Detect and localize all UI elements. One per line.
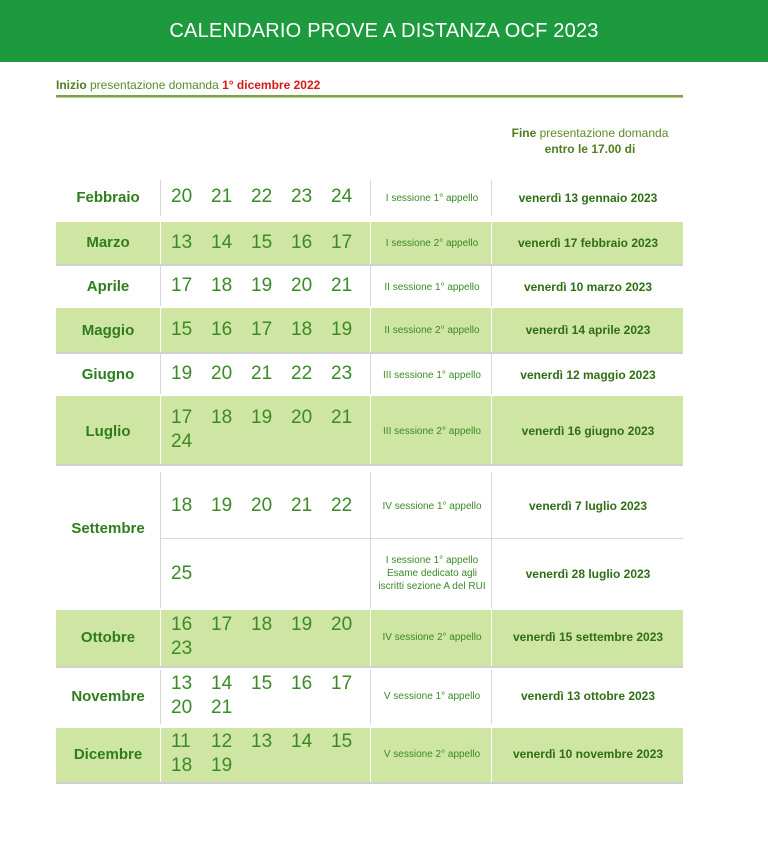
subrow-divider <box>160 538 683 539</box>
month-label: Marzo <box>86 234 130 251</box>
month-label: Febbraio <box>76 189 140 206</box>
day: 24 <box>331 186 353 207</box>
column-divider <box>370 266 371 306</box>
column-divider <box>491 354 492 394</box>
day: 23 <box>291 186 313 207</box>
session-label: III sessione 1° appello <box>383 370 481 381</box>
column-divider <box>491 222 492 264</box>
column-divider <box>160 308 161 352</box>
day: 13 <box>251 731 273 752</box>
session-label: I sessione 1° appello <box>385 193 479 204</box>
day: 21 <box>291 495 313 516</box>
day: 20 <box>331 614 353 635</box>
day: 14 <box>291 731 313 752</box>
day: 17 <box>331 232 353 253</box>
day: 21 <box>211 186 233 207</box>
day: 18 <box>211 407 233 428</box>
exam-days <box>171 362 371 386</box>
session-label: IV sessione 1° appello <box>382 501 482 512</box>
table-row <box>56 308 683 352</box>
session-label: V sessione 2° appello <box>383 749 481 760</box>
session-label: V sessione 1° appello <box>383 691 481 702</box>
exam-days <box>171 613 371 661</box>
exam-days <box>171 274 371 298</box>
day: 19 <box>291 614 313 635</box>
day: 18 <box>171 495 193 516</box>
table-row <box>56 354 683 394</box>
day: 18 <box>291 319 313 340</box>
inizio-label: Inizio <box>56 78 87 92</box>
day: 19 <box>211 755 233 776</box>
day: 21 <box>251 363 273 384</box>
table-row <box>56 180 683 216</box>
row-shadow <box>56 464 683 466</box>
column-divider <box>160 266 161 306</box>
day: 18 <box>171 755 193 776</box>
day: 16 <box>211 319 233 340</box>
day: 18 <box>211 275 233 296</box>
divider-shadow <box>56 97 683 98</box>
fine-label: Fine <box>511 126 537 140</box>
deadline-date: venerdì 12 maggio 2023 <box>520 368 656 382</box>
day: 22 <box>331 495 353 516</box>
day: 25 <box>171 563 193 584</box>
deadline-date: venerdì 13 ottobre 2023 <box>520 689 656 703</box>
inizio-line <box>56 78 320 92</box>
inizio-text: presentazione domanda <box>86 78 223 92</box>
fine-line2: entro le 17.00 di <box>544 142 636 156</box>
column-divider <box>491 610 492 666</box>
session-line: Esame dedicato agli <box>386 568 478 579</box>
exam-days <box>171 730 371 778</box>
day: 17 <box>251 319 273 340</box>
day: 13 <box>171 673 193 694</box>
column-divider <box>491 728 492 782</box>
day: 22 <box>291 363 313 384</box>
day: 15 <box>251 232 273 253</box>
session-line: iscritti sezione A del RUI <box>378 581 486 592</box>
session-line: I sessione 1° appello <box>385 555 479 566</box>
day: 23 <box>331 363 353 384</box>
column-divider <box>370 180 371 216</box>
column-divider <box>160 670 161 724</box>
day: 21 <box>211 697 233 718</box>
day: 17 <box>331 673 353 694</box>
column-divider <box>491 472 492 608</box>
column-divider <box>370 670 371 724</box>
table-row <box>56 670 683 724</box>
column-divider <box>370 472 371 608</box>
deadline-date: venerdì 14 aprile 2023 <box>525 323 651 337</box>
column-divider <box>160 728 161 782</box>
day: 21 <box>331 407 353 428</box>
table-row <box>56 396 683 464</box>
day: 15 <box>171 319 193 340</box>
column-divider <box>160 180 161 216</box>
deadline-date: venerdì 15 settembre 2023 <box>512 630 664 644</box>
day: 19 <box>171 363 193 384</box>
column-divider <box>370 610 371 666</box>
day: 20 <box>171 697 193 718</box>
day: 14 <box>211 673 233 694</box>
session-label: IV sessione 2° appello <box>382 632 482 643</box>
deadline-date: venerdì 13 gennaio 2023 <box>518 191 658 205</box>
exam-days <box>171 231 371 255</box>
session-label <box>372 554 492 593</box>
column-divider <box>370 222 371 264</box>
day: 13 <box>171 232 193 253</box>
table-row <box>56 222 683 264</box>
month-label: Luglio <box>85 423 131 440</box>
day: 19 <box>251 407 273 428</box>
exam-days <box>171 672 371 720</box>
month-label: Settembre <box>71 520 145 537</box>
day: 19 <box>331 319 353 340</box>
fine-text: presentazione domanda <box>536 126 669 140</box>
day: 15 <box>331 731 353 752</box>
column-divider <box>491 266 492 306</box>
column-divider <box>160 472 161 608</box>
table-row <box>56 472 683 608</box>
day: 16 <box>171 614 193 635</box>
row-shadow <box>56 782 683 784</box>
column-divider <box>160 396 161 464</box>
deadline-date: venerdì 28 luglio 2023 <box>525 567 651 581</box>
inizio-date: 1° dicembre 2022 <box>222 78 321 92</box>
day: 15 <box>251 673 273 694</box>
day: 21 <box>331 275 353 296</box>
day: 23 <box>171 638 193 659</box>
day: 20 <box>211 363 233 384</box>
month-label: Novembre <box>71 688 145 705</box>
day: 24 <box>171 431 193 452</box>
column-divider <box>491 396 492 464</box>
day: 17 <box>171 407 193 428</box>
column-divider <box>491 670 492 724</box>
day: 18 <box>251 614 273 635</box>
exam-days <box>171 494 371 518</box>
deadline-date: venerdì 17 febbraio 2023 <box>517 236 659 250</box>
exam-days <box>171 562 371 586</box>
row-shadow <box>56 666 683 668</box>
day: 16 <box>291 673 313 694</box>
month-label: Ottobre <box>80 629 136 646</box>
day: 20 <box>251 495 273 516</box>
day: 19 <box>211 495 233 516</box>
column-divider <box>370 354 371 394</box>
table-row <box>56 266 683 306</box>
column-divider <box>491 308 492 352</box>
column-divider <box>370 728 371 782</box>
column-divider <box>160 354 161 394</box>
table-row <box>56 610 683 666</box>
page-title: CALENDARIO PROVE A DISTANZA OCF 2023 <box>0 0 768 62</box>
day: 20 <box>171 186 193 207</box>
day: 12 <box>211 731 233 752</box>
session-label: II sessione 2° appello <box>384 325 480 336</box>
day: 16 <box>291 232 313 253</box>
table-row <box>56 728 683 782</box>
day: 14 <box>211 232 233 253</box>
fine-header <box>495 125 685 157</box>
deadline-date: venerdì 7 luglio 2023 <box>528 499 648 513</box>
session-label: III sessione 2° appello <box>383 426 481 437</box>
day: 22 <box>251 186 273 207</box>
column-divider <box>160 222 161 264</box>
deadline-date: venerdì 16 giugno 2023 <box>521 424 655 438</box>
column-divider <box>370 396 371 464</box>
exam-days <box>171 406 371 454</box>
column-divider <box>491 180 492 216</box>
month-label: Maggio <box>81 322 135 339</box>
month-label: Aprile <box>86 278 130 295</box>
column-divider <box>160 610 161 666</box>
column-divider <box>370 308 371 352</box>
deadline-date: venerdì 10 novembre 2023 <box>512 747 664 761</box>
month-label: Giugno <box>81 366 135 383</box>
day: 11 <box>171 731 191 752</box>
day: 20 <box>291 407 313 428</box>
exam-days <box>171 318 371 342</box>
day: 17 <box>211 614 233 635</box>
month-label: Dicembre <box>73 746 143 763</box>
deadline-date: venerdì 10 marzo 2023 <box>523 280 653 294</box>
exam-days <box>171 185 371 209</box>
day: 20 <box>291 275 313 296</box>
session-label: II sessione 1° appello <box>384 282 480 293</box>
day: 19 <box>251 275 273 296</box>
day: 17 <box>171 275 193 296</box>
session-label: I sessione 2° appello <box>385 238 479 249</box>
